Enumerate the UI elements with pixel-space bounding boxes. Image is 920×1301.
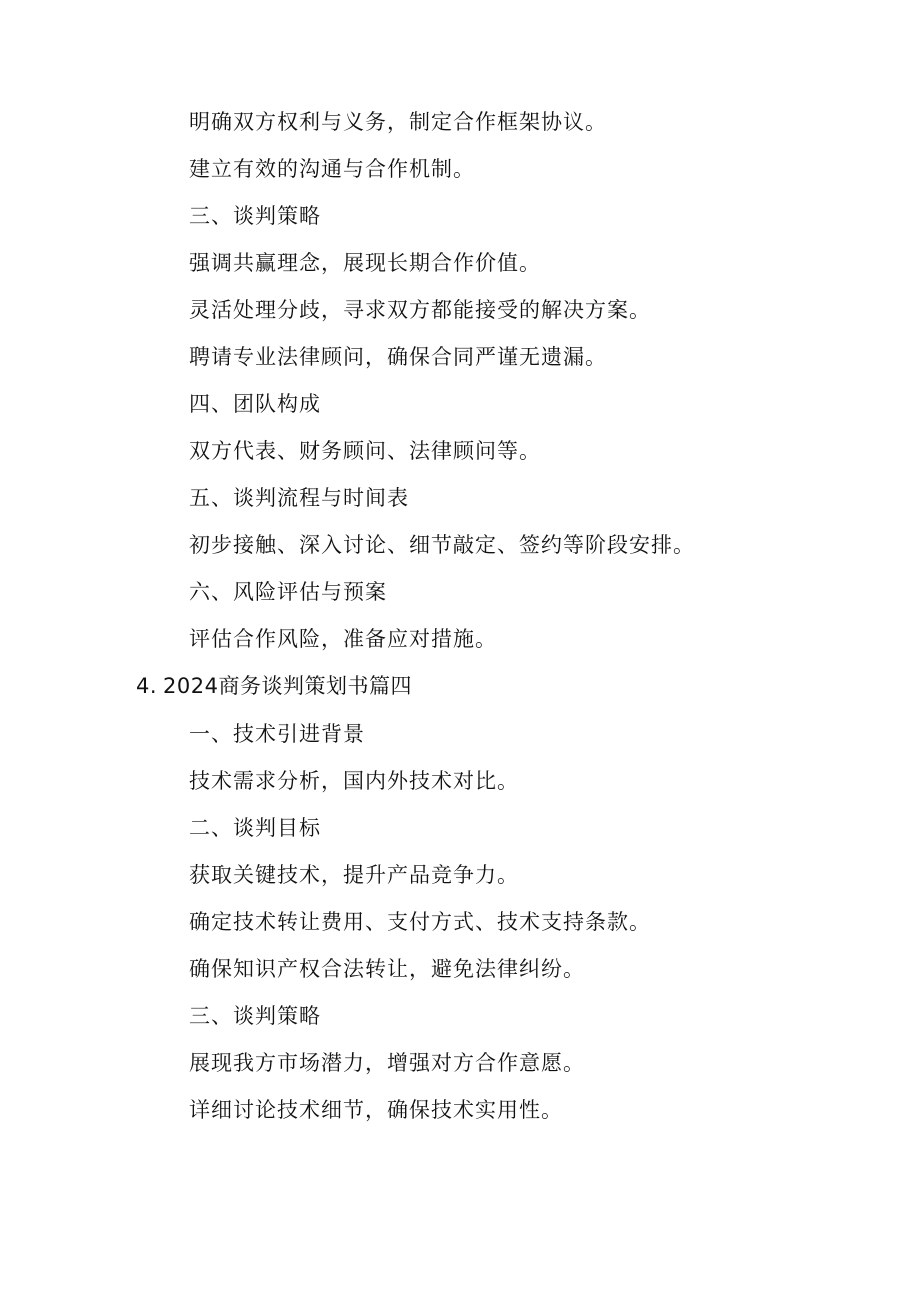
section-title: 2024商务谈判策划书篇四	[163, 674, 412, 698]
paragraph-line: 展现我方市场潜力，增强对方合作意愿。	[189, 1051, 585, 1075]
paragraph-line: 技术需求分析，国内外技术对比。	[189, 769, 519, 793]
paragraph-line: 确定技术转让费用、支付方式、技术支持条款。	[189, 910, 651, 934]
paragraph-line: 强调共赢理念，展现长期合作价值。	[189, 251, 541, 275]
paragraph-line: 聘请专业法律顾问，确保合同严谨无遗漏。	[189, 345, 607, 369]
paragraph-line: 双方代表、财务顾问、法律顾问等。	[189, 439, 541, 463]
subheading: 五、谈判流程与时间表	[189, 486, 409, 510]
subheading: 三、谈判策略	[189, 1004, 321, 1028]
paragraph-line: 建立有效的沟通与合作机制。	[189, 157, 475, 181]
subheading: 二、谈判目标	[189, 816, 321, 840]
subheading: 六、风险评估与预案	[189, 580, 387, 604]
subheading: 三、谈判策略	[189, 204, 321, 228]
paragraph-line: 详细讨论技术细节，确保技术实用性。	[189, 1098, 563, 1122]
subheading: 一、技术引进背景	[189, 722, 365, 746]
section-number: 4.	[136, 674, 158, 698]
paragraph-line: 明确双方权利与义务，制定合作框架协议。	[189, 110, 607, 134]
paragraph-line: 评估合作风险，准备应对措施。	[189, 627, 497, 651]
paragraph-line: 初步接触、深入讨论、细节敲定、签约等阶段安排。	[189, 533, 695, 557]
paragraph-line: 灵活处理分歧，寻求双方都能接受的解决方案。	[189, 298, 651, 322]
paragraph-line: 获取关键技术，提升产品竞争力。	[189, 863, 519, 887]
subheading: 四、团队构成	[189, 392, 321, 416]
paragraph-line: 确保知识产权合法转让，避免法律纠纷。	[189, 957, 585, 981]
section-heading	[136, 672, 412, 700]
